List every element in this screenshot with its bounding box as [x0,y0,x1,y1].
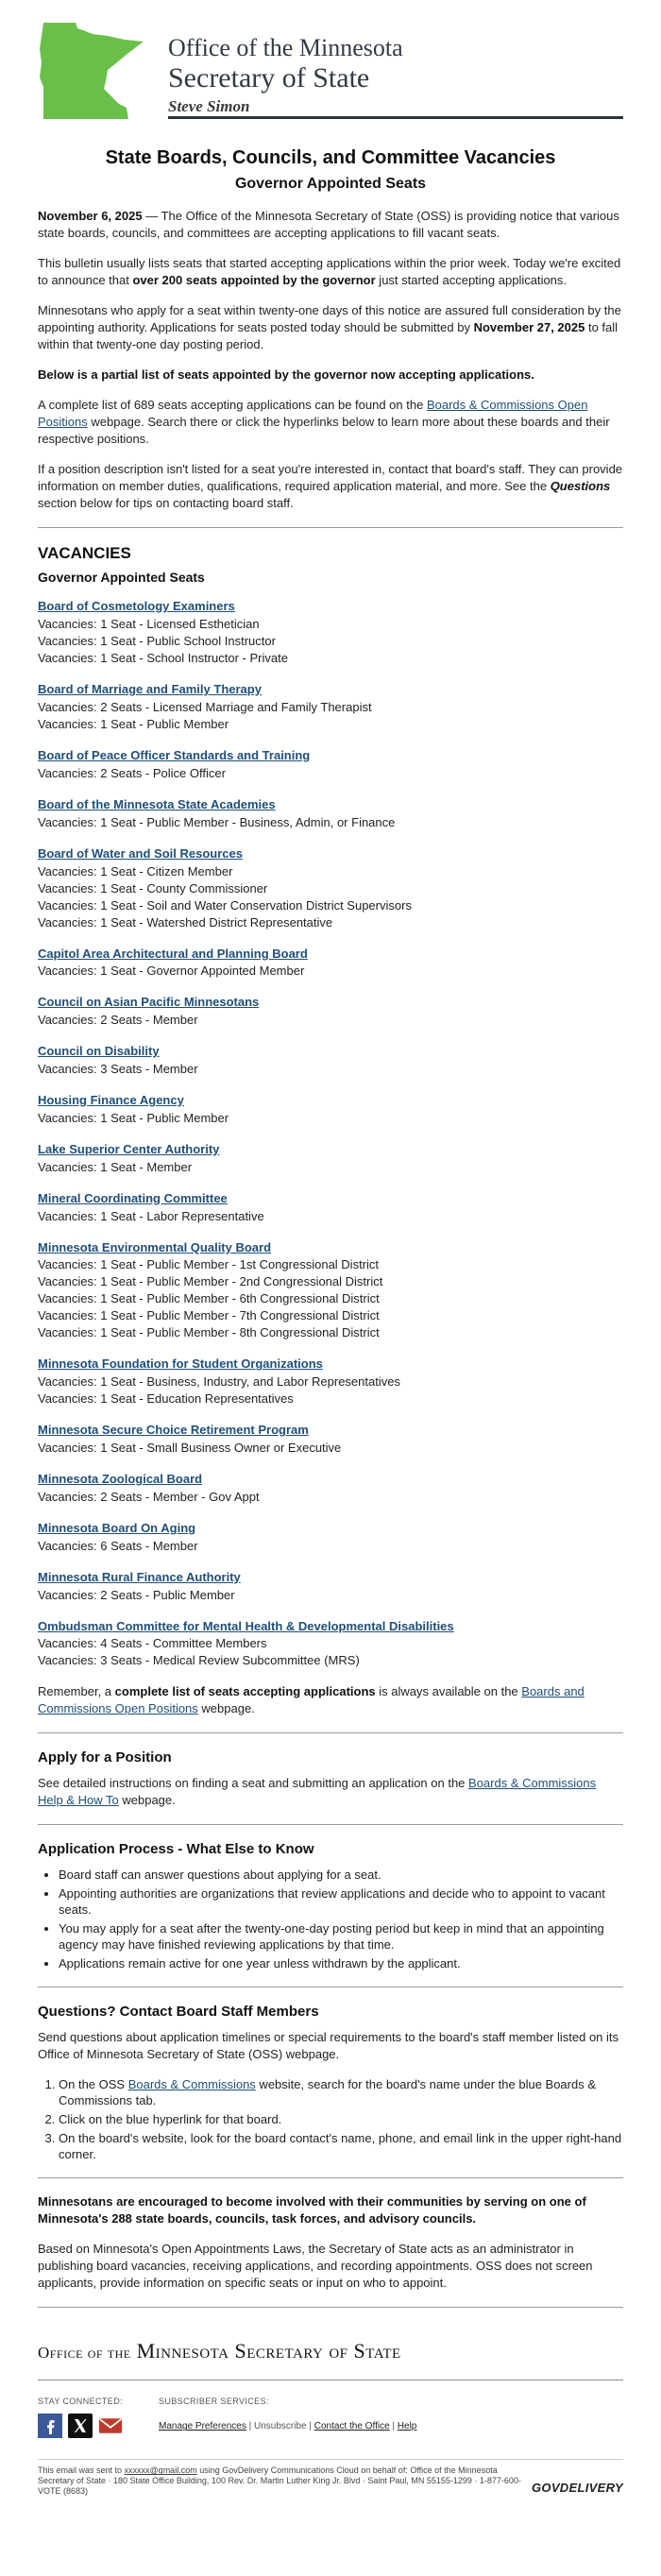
vacancy-line: Vacancies: 1 Seat - Business, Industry, and Labor Representatives [38,1374,400,1390]
header-banner [38,0,623,125]
vacancy-line: Vacancies: 1 Seat - Watershed District Representative [38,914,333,930]
questions-heading: Questions? Contact Board Staff Members [38,2004,319,2021]
questions-intro: Send questions about application timelines or special requirements to the board's staff member listed on its Office of Minnesota Secretary of State (OSS) webpage. [38,2030,619,2062]
subscriber-services: SUBSCRIBER SERVICES: Manage Preferences | Unsubscribe | Contact the Office | Help [159,2397,417,2432]
board-link[interactable]: Board of Marriage and Family Therapy [38,682,262,697]
board-link[interactable]: Board of Water and Soil Resources [38,845,243,861]
vacancies-heading: VACANCIES [38,544,131,562]
board-list [38,598,623,1669]
board-link[interactable]: Minnesota Secure Choice Retirement Program [38,1423,309,1438]
vacancy-line: Vacancies: 4 Seats - Committee Members [38,1636,267,1651]
vacancy-line: Vacancies: 1 Seat - School Instructor - Private [38,651,288,666]
manage-preferences-link[interactable]: Manage Preferences [159,2421,246,2432]
list-item: • Board staff can answer questions about applying for a seat. [59,1867,623,1883]
vacancy-line: Vacancies: 1 Seat - Public Member - 6th Congressional District [38,1291,380,1306]
list-item: • You may apply for a seat after the twenty-one-day posting period but keep in mind that an appointing agency may have finished reviewing applications by that time. [59,1920,623,1953]
open-positions-link-2[interactable]: Boards and Commissions Open Positions [38,1684,585,1716]
fine-print: This email was sent to xxxxxx@gmail.com using GovDelivery Communications Cloud on behalf of: Office of the Minnesota Secretary of State · 180 State Office Building, 100 Rev. Dr. Martin Luther King Jr. Blvd · Saint Paul, MN 55155-1299 · 1-877-600-VOTE (8683) [38,2465,521,2497]
footer-links-row [38,2396,623,2438]
vacancy-line: Vacancies: 1 Seat - Public Member - Business, Admin, or Finance [38,814,396,829]
board-link[interactable]: Ombudsman Committee for Mental Health & Developmental Disabilities [38,1618,454,1633]
questions-steps [59,2076,623,2162]
vacancy-line: Vacancies: 1 Seat - Licensed Esthetician [38,617,260,632]
list-item: 1. On the OSS Boards & Commissions website, search for the board's name under the blue Boards & Commissions tab. [59,2076,623,2108]
board-link[interactable]: Minnesota Foundation for Student Organizations [38,1356,323,1372]
vacancy-line: Vacancies: 3 Seats - Member [38,1062,198,1077]
header-line2: Secretary of State [168,62,370,94]
process-heading: Application Process - What Else to Know [38,1841,314,1858]
vacancy-line: Vacancies: 2 Seats - Police Officer [38,765,226,780]
help-how-to-link[interactable]: Boards & Commissions Help & How To [38,1776,597,1808]
board-entry [38,1356,623,1407]
board-entry [38,1618,623,1670]
footer-logo: Office of the Minnesota Secretary of State [38,2339,401,2363]
board-link[interactable]: Council on Disability [38,1044,160,1059]
board-link[interactable]: Board of Cosmetology Examiners [38,599,235,614]
board-entry [38,796,623,831]
intro-paragraph-5: A complete list of 689 seats accepting applications can be found on the Boards & Commissions Open Positions webpage. Search there or click the hyperlinks below to learn more about these boards and their respective positions. [38,398,610,446]
list-item: • Applications remain active for one year unless withdrawn by the applicant. [59,1955,623,1971]
board-entry [38,845,623,931]
board-entry [38,1092,623,1127]
board-link[interactable]: Minnesota Rural Finance Authority [38,1569,241,1584]
board-link[interactable]: Mineral Coordinating Committee [38,1190,228,1205]
board-entry [38,1043,623,1078]
vacancy-line: Vacancies: 1 Seat - County Commissioner [38,880,268,896]
list-item: 2. Click on the blue hyperlink for that board. [59,2111,623,2127]
vacancy-line: Vacancies: 2 Seats - Public Member [38,1587,235,1602]
vacancy-line: Vacancies: 1 Seat - Public Member [38,1110,229,1125]
open-positions-link[interactable]: Boards & Commissions Open Positions [38,398,588,429]
vacancy-line: Vacancies: 1 Seat - Public Member - 8th Congressional District [38,1325,380,1340]
board-entry [38,681,623,733]
divider [38,1824,623,1825]
divider [38,1732,623,1733]
page-subtitle: Governor Appointed Seats [234,176,427,192]
vacancy-line: Vacancies: 1 Seat - Citizen Member [38,863,233,879]
board-link[interactable]: Housing Finance Agency [38,1093,184,1108]
apply-paragraph: See detailed instructions on finding a seat and submitting an application on the Boards & Commissions Help & How To webpage. [38,1776,597,1808]
vacancies-subheading: Governor Appointed Seats [38,570,205,585]
board-link[interactable]: Minnesota Zoological Board [38,1472,203,1487]
closing-text: Based on Minnesota's Open Appointments Laws, the Secretary of State acts as an administrator in publishing board vacancies, receiving applications, and recording appointments. OSS does not screen applicants, provide information on specific seats or input on who to appoint. [38,2242,593,2291]
board-link[interactable]: Board of the Minnesota State Academies [38,796,276,811]
page-title: State Boards, Councils, and Committee Vacancies [105,147,556,168]
divider [38,527,623,528]
vacancy-line: Vacancies: 1 Seat - Public Member - 1st Congressional District [38,1257,380,1272]
board-link[interactable]: Capitol Area Architectural and Planning Board [38,946,308,961]
board-entry [38,1190,623,1225]
vacancy-line: Vacancies: 1 Seat - Public Member - 2nd Congressional District [38,1274,383,1289]
intro-paragraph-4: Below is a partial list of seats appointed by the governor now accepting applications. [38,367,534,382]
facebook-icon[interactable] [38,2414,62,2438]
board-entry [38,747,623,782]
minnesota-map-icon [38,21,151,121]
board-link[interactable]: Minnesota Environmental Quality Board [38,1239,272,1254]
vacancy-line: Vacancies: 1 Seat - Public Member [38,716,229,731]
help-link[interactable]: Help [397,2421,417,2432]
vacancy-line: Vacancies: 1 Seat - Public Member - 7th Congressional District [38,1308,380,1323]
vacancy-line: Vacancies: 1 Seat - Soil and Water Conservation District Supervisors [38,897,412,913]
apply-heading: Apply for a Position [38,1749,172,1766]
board-entry [38,994,623,1029]
stay-connected: STAY CONNECTED: [38,2396,123,2438]
intro-paragraph-1: November 6, 2025 — The Office of the Minnesota Secretary of State (OSS) is providing notice that various state boards, councils, and committees are accepting applications to fill vacant seats. [38,209,619,240]
header-rule [168,116,623,119]
board-link[interactable]: Minnesota Board On Aging [38,1520,196,1535]
board-link[interactable]: Board of Peace Officer Standards and Training [38,747,311,762]
list-item: • Appointing authorities are organizations that review applications and decide who to appoint to vacant seats. [59,1885,623,1918]
divider [38,2307,623,2308]
board-link[interactable]: Lake Superior Center Authority [38,1141,220,1156]
x-twitter-icon[interactable] [68,2414,93,2438]
unsubscribe-link[interactable]: Unsubscribe [254,2421,307,2432]
vacancy-line: Vacancies: 1 Seat - Education Representatives [38,1391,294,1407]
vacancy-line: Vacancies: 2 Seats - Member - Gov Appt [38,1489,260,1504]
contact-office-link[interactable]: Contact the Office [314,2421,390,2432]
intro-paragraph-3: Minnesotans who apply for a seat within twenty-one days of this notice are assured full consideration by the appointing authority. Applications for seats posted today should be submitted by November 27, 2025 to fall within that twenty-one day posting period. [38,303,621,351]
vacancy-line: Vacancies: 1 Seat - Member [38,1159,193,1174]
intro-paragraph-6: If a position description isn't listed for a seat you're interested in, contact that board's staff. They can provide information on member duties, qualifications, required application material, and more. See the Questions section below for tips on contacting board staff. [38,462,623,510]
boards-commissions-link[interactable]: Boards & Commissions [127,2077,256,2092]
header-line1: Office of the Minnesota [168,34,403,61]
page-footer [38,2459,623,2506]
vacancy-line: Vacancies: 1 Seat - Public School Instructor [38,634,276,649]
board-link[interactable]: Council on Asian Pacific Minnesotans [38,995,260,1010]
divider [38,2177,623,2178]
board-entry [38,1422,623,1457]
vacancy-line: Vacancies: 1 Seat - Governor Appointed Member [38,964,305,979]
board-entry [38,1569,623,1604]
reminder-paragraph: Remember, a complete list of seats accepting applications is always available on the Boards and Commissions Open Positions webpage. [38,1684,585,1716]
board-entry [38,598,623,667]
board-entry [38,946,623,981]
board-entry [38,1471,623,1506]
header-line3: Steve Simon [168,97,250,115]
govdelivery-logo: GOVDELIVERY [532,2480,623,2495]
recipient-email[interactable]: xxxxxx@gmail.com [124,2465,197,2476]
intro-paragraph-2: This bulletin usually lists seats that started accepting applications within the prior week. Today we're excited to announce that over 200 seats appointed by the governor just started accepting applications. [38,256,621,287]
board-entry [38,1239,623,1342]
vacancy-line: Vacancies: 1 Seat - Small Business Owner or Executive [38,1441,342,1456]
email-icon[interactable] [98,2414,123,2438]
vacancy-line: Vacancies: 3 Seats - Medical Review Subcommittee (MRS) [38,1653,360,1668]
board-entry [38,1520,623,1555]
vacancy-line: Vacancies: 1 Seat - Labor Representative [38,1208,264,1223]
list-item: 3. On the board's website, look for the board contact's name, phone, and email link in the upper right-hand corner. [59,2130,623,2162]
vacancy-line: Vacancies: 2 Seats - Member [38,1013,198,1028]
vacancy-line: Vacancies: 2 Seats - Licensed Marriage and Family Therapist [38,699,372,714]
board-entry [38,1141,623,1176]
closing-bold: Minnesotans are encouraged to become involved with their communities by serving on one of Minnesota's 288 state boards, councils, task forces, and advisory councils. [38,2194,586,2226]
vacancy-line: Vacancies: 6 Seats - Member [38,1538,198,1553]
process-list [59,1867,623,1971]
